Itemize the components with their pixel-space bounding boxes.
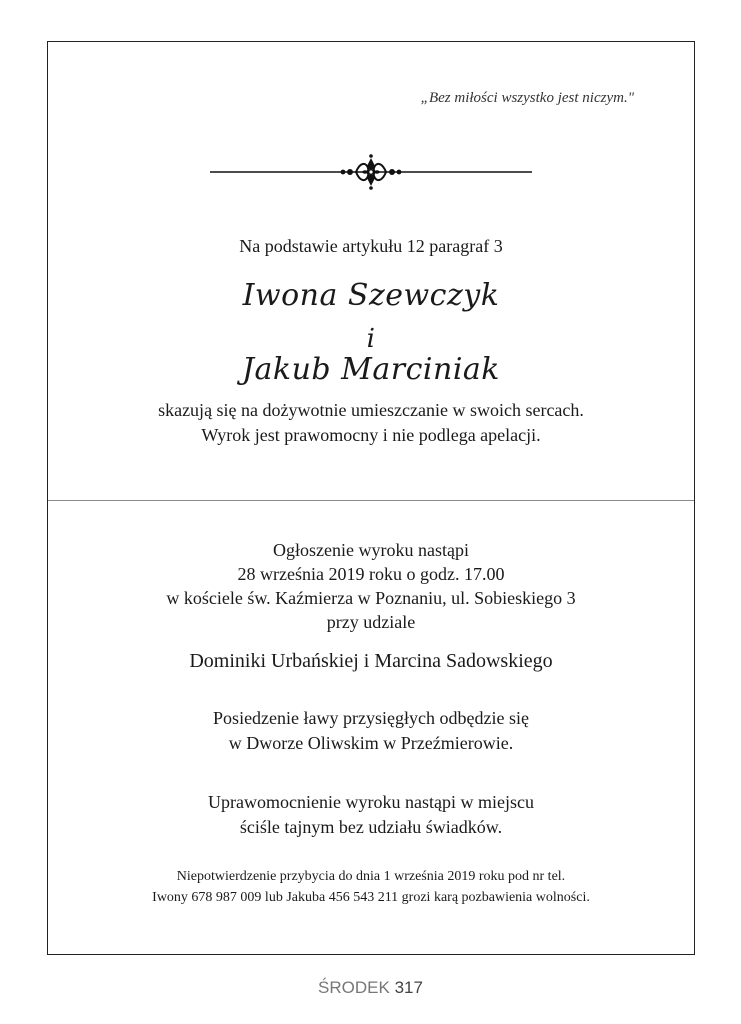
motto-quote: „Bez miłości wszystko jest niczym."	[420, 90, 634, 106]
notice-line-1: Niepotwierdzenie przybycia do dnia 1 września 2019 roku pod nr tel.	[176, 869, 566, 884]
witnesses-names: Dominiki Urbańskiej i Marcina Sadowskiego	[189, 650, 553, 672]
bride-name: Iwona Szewczyk	[242, 278, 500, 313]
invitation-card	[47, 41, 695, 955]
page-number: 317	[394, 978, 423, 997]
final-line-1: Uprawomocnienie wyroku nastąpi w miejscu	[208, 792, 534, 812]
jury-line-2: w Dworze Oliwskim w Przeźmierowie.	[228, 733, 514, 753]
verdict-line-2: Wyrok jest prawomocny i nie podlega apelacji.	[201, 425, 541, 445]
footer-label: ŚRODEK	[318, 978, 390, 997]
groom-name: Jakub Marciniak	[242, 352, 500, 387]
flourish-ornament-icon	[210, 152, 532, 192]
jury-line-1: Posiedzenie ławy przysięgłych odbędzie się	[213, 708, 529, 728]
rsvp-notice	[48, 866, 694, 908]
final-line-2: ściśle tajnym bez udziału świadków.	[239, 817, 503, 837]
ceremony-date: 28 września 2019 roku o godz. 17.00	[237, 564, 505, 584]
reception-details	[48, 706, 694, 756]
final-remark	[48, 790, 694, 840]
page-footer	[0, 978, 741, 998]
section-divider	[48, 500, 694, 501]
announce-line-4: przy udziale	[326, 612, 416, 632]
notice-line-2: Iwony 678 987 009 lub Jakuba 456 543 211 grozi karą pozbawienia wolności.	[152, 890, 590, 905]
ceremony-details	[48, 538, 694, 634]
ceremony-location: w kościele św. Kaźmierza w Poznaniu, ul. Sobieskiego 3	[166, 588, 576, 608]
verdict-line-1: skazują się na dożywotnie umieszczanie w swoich sercach.	[158, 400, 584, 420]
intro-line: Na podstawie artykułu 12 paragraf 3	[239, 236, 503, 256]
name-conjunction: i	[366, 324, 376, 354]
verdict-text	[48, 398, 694, 448]
announce-line-1: Ogłoszenie wyroku nastąpi	[273, 540, 469, 560]
